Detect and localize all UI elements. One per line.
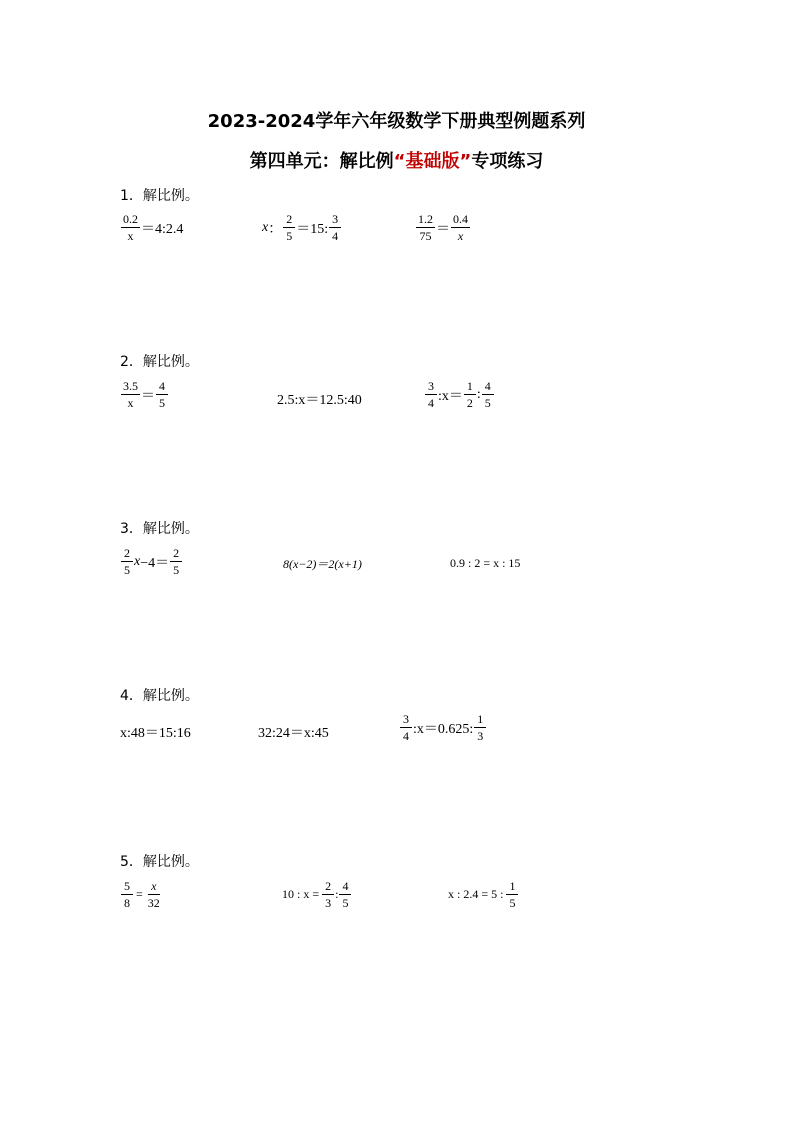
subtitle-unit: 第四单元：解比例 (249, 151, 394, 172)
q5-problem-a: $\frac{5}{8}$ = $\frac{x}{32}$ (120, 879, 163, 910)
fraction: $\frac{3}{4}$ (425, 379, 437, 410)
fraction: $\frac{1}{5}$ (506, 879, 518, 910)
fraction: $\frac{0.2}{x}$ (123, 212, 138, 243)
fraction: $\frac{3.5}{x}$ (123, 379, 138, 410)
fraction: $\frac{4}{5}$ (156, 379, 168, 410)
q5-problem-c: x : 2.4 = 5 : $\frac{1}{5}$ (446, 879, 519, 910)
page-title: 2023-2024学年六年级数学下册典型例题系列 (207, 111, 586, 132)
question-5-label: 5．解比例。 (120, 854, 199, 870)
fraction: $\frac{4}{5}$ (339, 879, 351, 910)
question-3-label: 3．解比例。 (120, 521, 199, 537)
fraction: $\frac{x}{32}$ (147, 879, 160, 910)
subtitle-type: 专项练习 (471, 151, 544, 172)
fraction: $\frac{2}{5}$ (121, 546, 133, 577)
fraction: $\frac{5}{8}$ (121, 879, 133, 910)
q4-problem-c: $\frac{3}{4}$ :x＝0.625: $\frac{1}{3}$ (399, 712, 487, 743)
q2-problem-a: $\frac{3.5}{x}$ ＝ $\frac{4}{5}$ (120, 379, 169, 410)
q4-problem-a: x:48＝15:16 (120, 726, 191, 741)
q1-problem-b: x ： $\frac{2}{5}$ ＝15: $\frac{3}{4}$ (262, 212, 342, 243)
page-subtitle (0, 147, 793, 173)
fraction: $\frac{1.2}{75}$ (418, 212, 433, 243)
subtitle-level: “基础版” (393, 151, 472, 172)
q5-problem-b: 10 : x = $\frac{2}{3}$ : $\frac{4}{5}$ (280, 879, 352, 910)
fraction: $\frac{3}{4}$ (329, 212, 341, 243)
q1-problem-c: $\frac{1.2}{75}$ ＝ $\frac{0.4}{x}$ (418, 212, 468, 243)
fraction: $\frac{1}{3}$ (474, 712, 486, 743)
question-2-label: 2．解比例。 (120, 354, 199, 370)
fraction: $\frac{3}{4}$ (400, 712, 412, 743)
fraction: $\frac{2}{3}$ (322, 879, 334, 910)
fraction: $\frac{2}{5}$ (170, 546, 182, 577)
q3-problem-a: $\frac{2}{5}$ x −4＝ $\frac{2}{5}$ (120, 546, 183, 577)
q2-problem-c: $\frac{3}{4}$ :x＝ $\frac{1}{2}$ : $\frac{4}{5}$ (424, 379, 495, 410)
fraction: $\frac{1}{2}$ (464, 379, 476, 410)
fraction: $\frac{0.4}{x}$ (453, 212, 468, 243)
q3-problem-b: 8(x−2)＝2(x+1) (283, 557, 362, 571)
q3-problem-c: 0.9 : 2 = x : 15 (450, 556, 521, 570)
fraction: $\frac{2}{5}$ (283, 212, 295, 243)
q4-problem-b: 32:24＝x:45 (258, 726, 329, 741)
q2-problem-b: 2.5:x＝12.5:40 (277, 393, 362, 408)
q1-problem-a: $\frac{0.2}{x}$ ＝4:2.4 (123, 212, 184, 243)
fraction: $\frac{4}{5}$ (482, 379, 494, 410)
question-4-label: 4．解比例。 (120, 688, 199, 704)
question-1-label: 1．解比例。 (120, 188, 199, 204)
